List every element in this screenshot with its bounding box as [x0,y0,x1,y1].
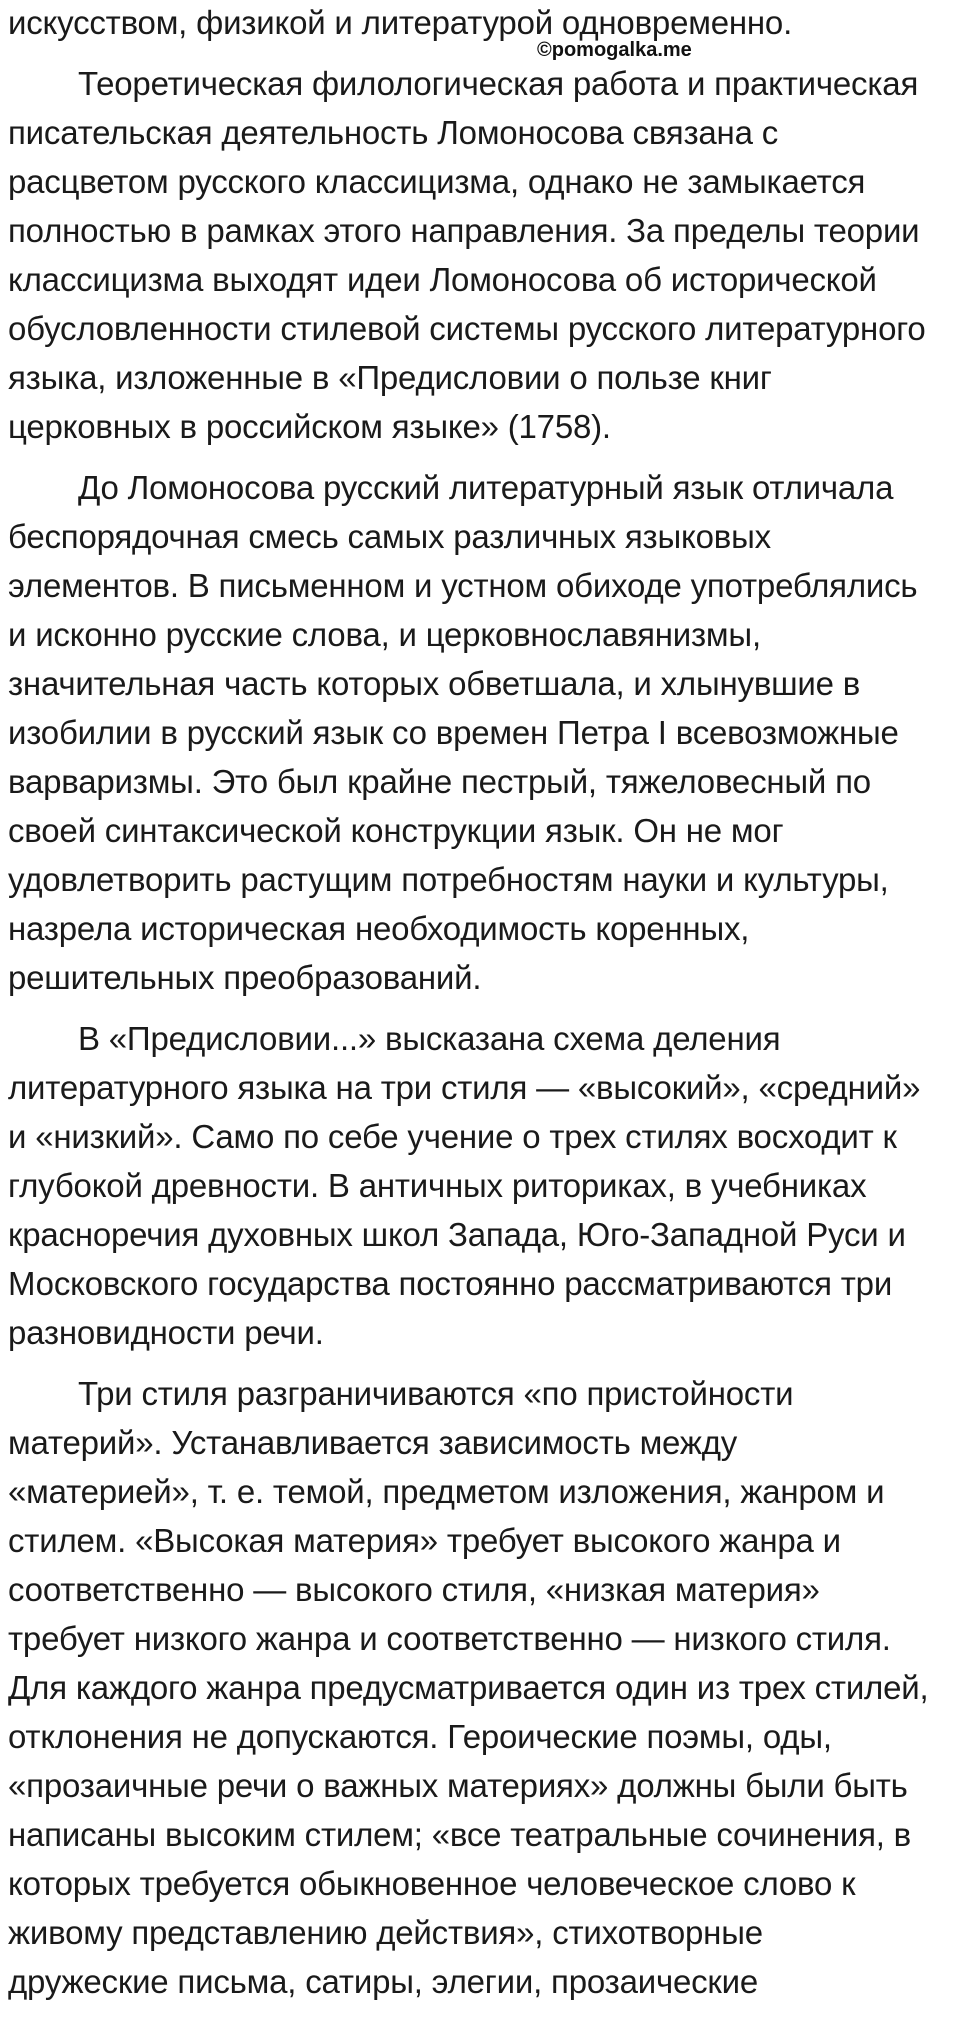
text-line: соответственно — высокого стиля, «низкая материя» [8,1571,820,1608]
text-line: «материей», т. е. темой, предметом изложения, жанром и [8,1473,885,1510]
text-line: значительная часть которых обветшала, и хлынувшие в [8,665,861,702]
text-line: варваризмы. Это был крайне пестрый, тяжеловесный по [8,763,871,800]
text-line: Теоретическая филологическая работа и практическая [78,65,919,102]
text-line: удовлетворить растущим потребностям науки и культуры, [8,861,889,898]
text-line: классицизма выходят идеи Ломоносова об исторической [8,261,877,298]
paragraph-three-styles [8,1369,954,2006]
paragraph-preface-scheme [8,1014,954,1357]
text-line: которых требуется обыкновенное человеческое слово к [8,1865,856,1902]
paragraph-continued [8,0,954,47]
text-line: требует низкого жанра и соответственно — низкого стиля. [8,1620,891,1657]
text-line: беспорядочная смесь самых различных языковых [8,518,771,555]
watermark: ©pomogalka.me [537,39,692,61]
text-line: расцветом русского классицизма, однако не замыкается [8,163,866,200]
paragraph-before-lomonosov [8,463,954,1002]
text-line: элементов. В письменном и устном обиходе употреблялись [8,567,918,604]
text-line: полностью в рамках этого направления. За пределы теории [8,212,920,249]
text-line: материй». Устанавливается зависимость между [8,1424,738,1461]
text-line: «прозаичные речи о важных материях» должны были быть [8,1767,908,1804]
text-line: назрела историческая необходимость коренных, [8,910,750,947]
text-line: дружеские письма, сатиры, элегии, прозаические [8,1963,759,2000]
text-line: искусством, физикой и литературой одновременно. [8,4,793,41]
text-line: обусловленности стилевой системы русского литературного [8,310,926,347]
text-line: изобилии в русский язык со времен Петра I всевозможные [8,714,899,751]
text-line: языка, изложенные в «Предисловии о пользе книг [8,359,772,396]
text-line: разновидности речи. [8,1314,324,1351]
text-line: живому представлению действия», стихотворные [8,1914,763,1951]
text-line: Московского государства постоянно рассматриваются три [8,1265,893,1302]
text-line: литературного языка на три стиля — «высокий», «средний» [8,1069,921,1106]
text-line: отклонения не допускаются. Героические поэмы, оды, [8,1718,832,1755]
text-line: церковных в российском языке» (1758). [8,408,611,445]
text-line: глубокой древности. В античных риториках, в учебниках [8,1167,867,1204]
text-line: В «Предисловии...» высказана схема деления [78,1020,781,1057]
text-line: своей синтаксической конструкции язык. Он не мог [8,812,784,849]
text-line: стилем. «Высокая материя» требует высокого жанра и [8,1522,841,1559]
text-line: писательская деятельность Ломоносова связана с [8,114,779,151]
text-line: и «низкий». Само по себе учение о трех стилях восходит к [8,1118,897,1155]
text-line: До Ломоносова русский литературный язык отличала [78,469,894,506]
text-line: решительных преобразований. [8,959,482,996]
text-line: красноречия духовных школ Запада, Юго-Западной Руси и [8,1216,906,1253]
text-line: Для каждого жанра предусматривается один из трех стилей, [8,1669,929,1706]
text-line: Три стиля разграничиваются «по пристойности [78,1375,794,1412]
paragraph-theoretical-work [8,59,954,451]
text-line: и исконно русские слова, и церковнославянизмы, [8,616,761,653]
document-page [8,0,954,2006]
text-line: написаны высоким стилем; «все театральные сочинения, в [8,1816,912,1853]
